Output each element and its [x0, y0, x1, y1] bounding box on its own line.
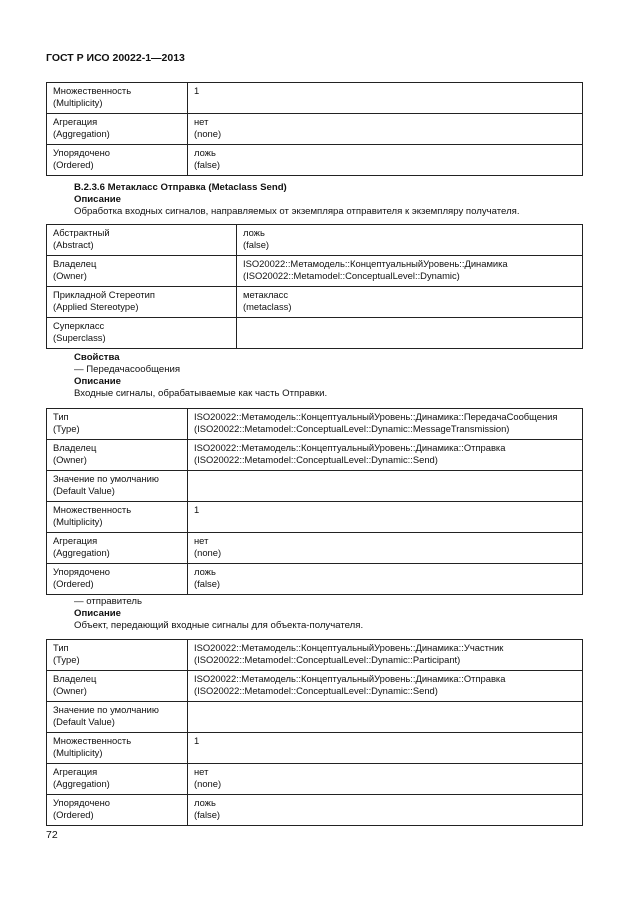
table-row: [47, 564, 583, 595]
property-value-en: (false): [194, 159, 221, 170]
property-name-cell: [47, 471, 188, 502]
table-row: [47, 533, 583, 564]
property-value-ru: ложь: [243, 227, 265, 238]
property-value-en: (false): [194, 809, 221, 820]
property-value-en: (ISO20022::Metamodel::ConceptualLevel::Dynamic::MessageTransmission): [194, 423, 510, 434]
property-label-ru: Прикладной Стереотип: [53, 289, 155, 300]
property-label-en: (Multiplicity): [53, 97, 103, 108]
metaclass-table: [46, 224, 583, 349]
property-label-ru: Значение по умолчанию: [53, 704, 159, 715]
property-name-cell: [47, 287, 237, 318]
property-value-ru: ISO20022::Метамодель::КонцептуальныйУровень::Динамика::Отправка: [194, 673, 506, 684]
property-value-cell: [188, 671, 583, 702]
property-value-cell: [188, 640, 583, 671]
property-label-en: (Owner): [53, 270, 87, 281]
property-label-ru: Агрегация: [53, 116, 98, 127]
property-name-cell: [47, 225, 237, 256]
property-item: — Передачасообщения: [74, 364, 181, 375]
property-label-ru: Абстрактный: [53, 227, 110, 238]
table-row: [47, 640, 583, 671]
table-row: [47, 764, 583, 795]
property-value-ru: 1: [194, 735, 200, 746]
property-value-cell: [237, 287, 583, 318]
property-name-cell: [47, 114, 188, 145]
property-label-en: (Default Value): [53, 716, 115, 727]
property-description-text: Объект, передающий входные сигналы для объекта-получателя.: [74, 620, 364, 631]
property-value-en: (none): [194, 547, 222, 558]
property-value-ru: ISO20022::Метамодель::КонцептуальныйУровень::Динамика: [243, 258, 508, 269]
property-value-cell: [188, 502, 583, 533]
property-label-ru: Упорядочено: [53, 147, 110, 158]
property-label-ru: Множественность: [53, 504, 132, 515]
property-item: — отправитель: [74, 596, 142, 607]
table-row: [47, 440, 583, 471]
property-label-ru: Тип: [53, 411, 69, 422]
table-row: [47, 671, 583, 702]
property-description-text: Входные сигналы, обрабатываемые как часть Отправки.: [74, 388, 328, 399]
table-row: [47, 502, 583, 533]
property-name-cell: [47, 733, 188, 764]
property-label-en: (Ordered): [53, 578, 94, 589]
table-row: [47, 318, 583, 349]
property-label-en: (Aggregation): [53, 128, 110, 139]
property-label-en: (Multiplicity): [53, 516, 103, 527]
property-name-cell: [47, 671, 188, 702]
property-label-en: (Default Value): [53, 485, 115, 496]
property-value-en: (false): [243, 239, 270, 250]
property-value-ru: нет: [194, 535, 209, 546]
property-value-en: (ISO20022::Metamodel::ConceptualLevel::Dynamic): [243, 270, 460, 281]
property-label-en: (Applied Stereotype): [53, 301, 139, 312]
property-name-cell: [47, 533, 188, 564]
property-value-en: (ISO20022::Metamodel::ConceptualLevel::Dynamic::Participant): [194, 654, 461, 665]
table-row: [47, 83, 583, 114]
table-row: [47, 256, 583, 287]
property-name-cell: [47, 256, 237, 287]
property-description-label: Описание: [74, 376, 121, 387]
property-label-ru: Владелец: [53, 673, 97, 684]
property-value-ru: метакласс: [243, 289, 289, 300]
property-value-ru: ложь: [194, 797, 216, 808]
property-name-cell: [47, 795, 188, 826]
property-value-en: (none): [194, 778, 222, 789]
property-name-cell: [47, 83, 188, 114]
property-value-ru: ложь: [194, 147, 216, 158]
property-name-cell: [47, 764, 188, 795]
property-name-cell: [47, 702, 188, 733]
property-label-en: (Ordered): [53, 159, 94, 170]
table-row: [47, 287, 583, 318]
property-value-cell: [188, 733, 583, 764]
description-label: Описание: [74, 194, 121, 205]
property-label-en: (Type): [53, 423, 80, 434]
property-label-ru: Множественность: [53, 85, 132, 96]
property-label-en: (Aggregation): [53, 547, 110, 558]
property-label-ru: Владелец: [53, 442, 97, 453]
property-value-en: (ISO20022::Metamodel::ConceptualLevel::Dynamic::Send): [194, 685, 438, 696]
property-name-cell: [47, 502, 188, 533]
property-label-ru: Тип: [53, 642, 69, 653]
table-row: [47, 733, 583, 764]
page-number: 72: [46, 829, 58, 841]
table-row: [47, 409, 583, 440]
property-name-cell: [47, 409, 188, 440]
property-label-ru: Агрегация: [53, 766, 98, 777]
property-value-cell: [237, 256, 583, 287]
property-name-cell: [47, 564, 188, 595]
property-value-cell: [188, 702, 583, 733]
table-row: [47, 795, 583, 826]
property-value-en: (false): [194, 578, 221, 589]
property-value-cell: [188, 114, 583, 145]
property-value-ru: 1: [194, 85, 200, 96]
property-label-en: (Abstract): [53, 239, 94, 250]
section-heading: B.2.3.6 Метакласс Отправка (Metaclass Send): [74, 182, 287, 193]
property-label-en: (Aggregation): [53, 778, 110, 789]
property-label-en: (Multiplicity): [53, 747, 103, 758]
property-value-ru: ISO20022::Метамодель::КонцептуальныйУровень::Динамика::Участник: [194, 642, 504, 653]
properties-label: Свойства: [74, 352, 120, 363]
property-table-transmission: [46, 408, 583, 595]
property-label-ru: Значение по умолчанию: [53, 473, 159, 484]
property-value-ru: ISO20022::Метамодель::КонцептуальныйУровень::Динамика::ПередачаСообщения: [194, 411, 558, 422]
property-value-cell: [188, 564, 583, 595]
property-value-ru: нет: [194, 766, 209, 777]
property-label-ru: Упорядочено: [53, 797, 110, 808]
table-row: [47, 114, 583, 145]
table-row: [47, 702, 583, 733]
property-label-ru: Суперкласс: [53, 320, 105, 331]
property-value-ru: ISO20022::Метамодель::КонцептуальныйУровень::Динамика::Отправка: [194, 442, 506, 453]
property-value-cell: [188, 795, 583, 826]
property-value-cell: [188, 764, 583, 795]
table-row: [47, 471, 583, 502]
property-value-en: (ISO20022::Metamodel::ConceptualLevel::Dynamic::Send): [194, 454, 438, 465]
property-name-cell: [47, 440, 188, 471]
property-label-ru: Владелец: [53, 258, 97, 269]
description-text: Обработка входных сигналов, направляемых от экземпляра отправителя к экземпляру получателя.: [74, 206, 520, 217]
property-value-en: (none): [194, 128, 222, 139]
table-row: [47, 145, 583, 176]
table-row: [47, 225, 583, 256]
property-name-cell: [47, 640, 188, 671]
property-value-cell: [188, 145, 583, 176]
document-header: ГОСТ Р ИСО 20022-1—2013: [46, 52, 185, 64]
property-label-ru: Упорядочено: [53, 566, 110, 577]
property-label-en: (Superclass): [53, 332, 106, 343]
property-value-cell: [188, 533, 583, 564]
property-label-en: (Owner): [53, 685, 87, 696]
property-value-cell: [188, 440, 583, 471]
property-value-cell: [188, 471, 583, 502]
property-value-en: (metaclass): [243, 301, 292, 312]
property-value-ru: 1: [194, 504, 200, 515]
property-name-cell: [47, 145, 188, 176]
property-label-en: (Owner): [53, 454, 87, 465]
property-label-en: (Ordered): [53, 809, 94, 820]
property-name-cell: [47, 318, 237, 349]
property-value-ru: ложь: [194, 566, 216, 577]
property-value-cell: [237, 225, 583, 256]
property-label-ru: Множественность: [53, 735, 132, 746]
property-value-cell: [237, 318, 583, 349]
property-value-ru: нет: [194, 116, 209, 127]
properties-table-1: [46, 82, 583, 176]
property-value-cell: [188, 83, 583, 114]
property-table-sender: [46, 639, 583, 826]
property-label-ru: Агрегация: [53, 535, 98, 546]
property-value-cell: [188, 409, 583, 440]
property-description-label: Описание: [74, 608, 121, 619]
property-label-en: (Type): [53, 654, 80, 665]
